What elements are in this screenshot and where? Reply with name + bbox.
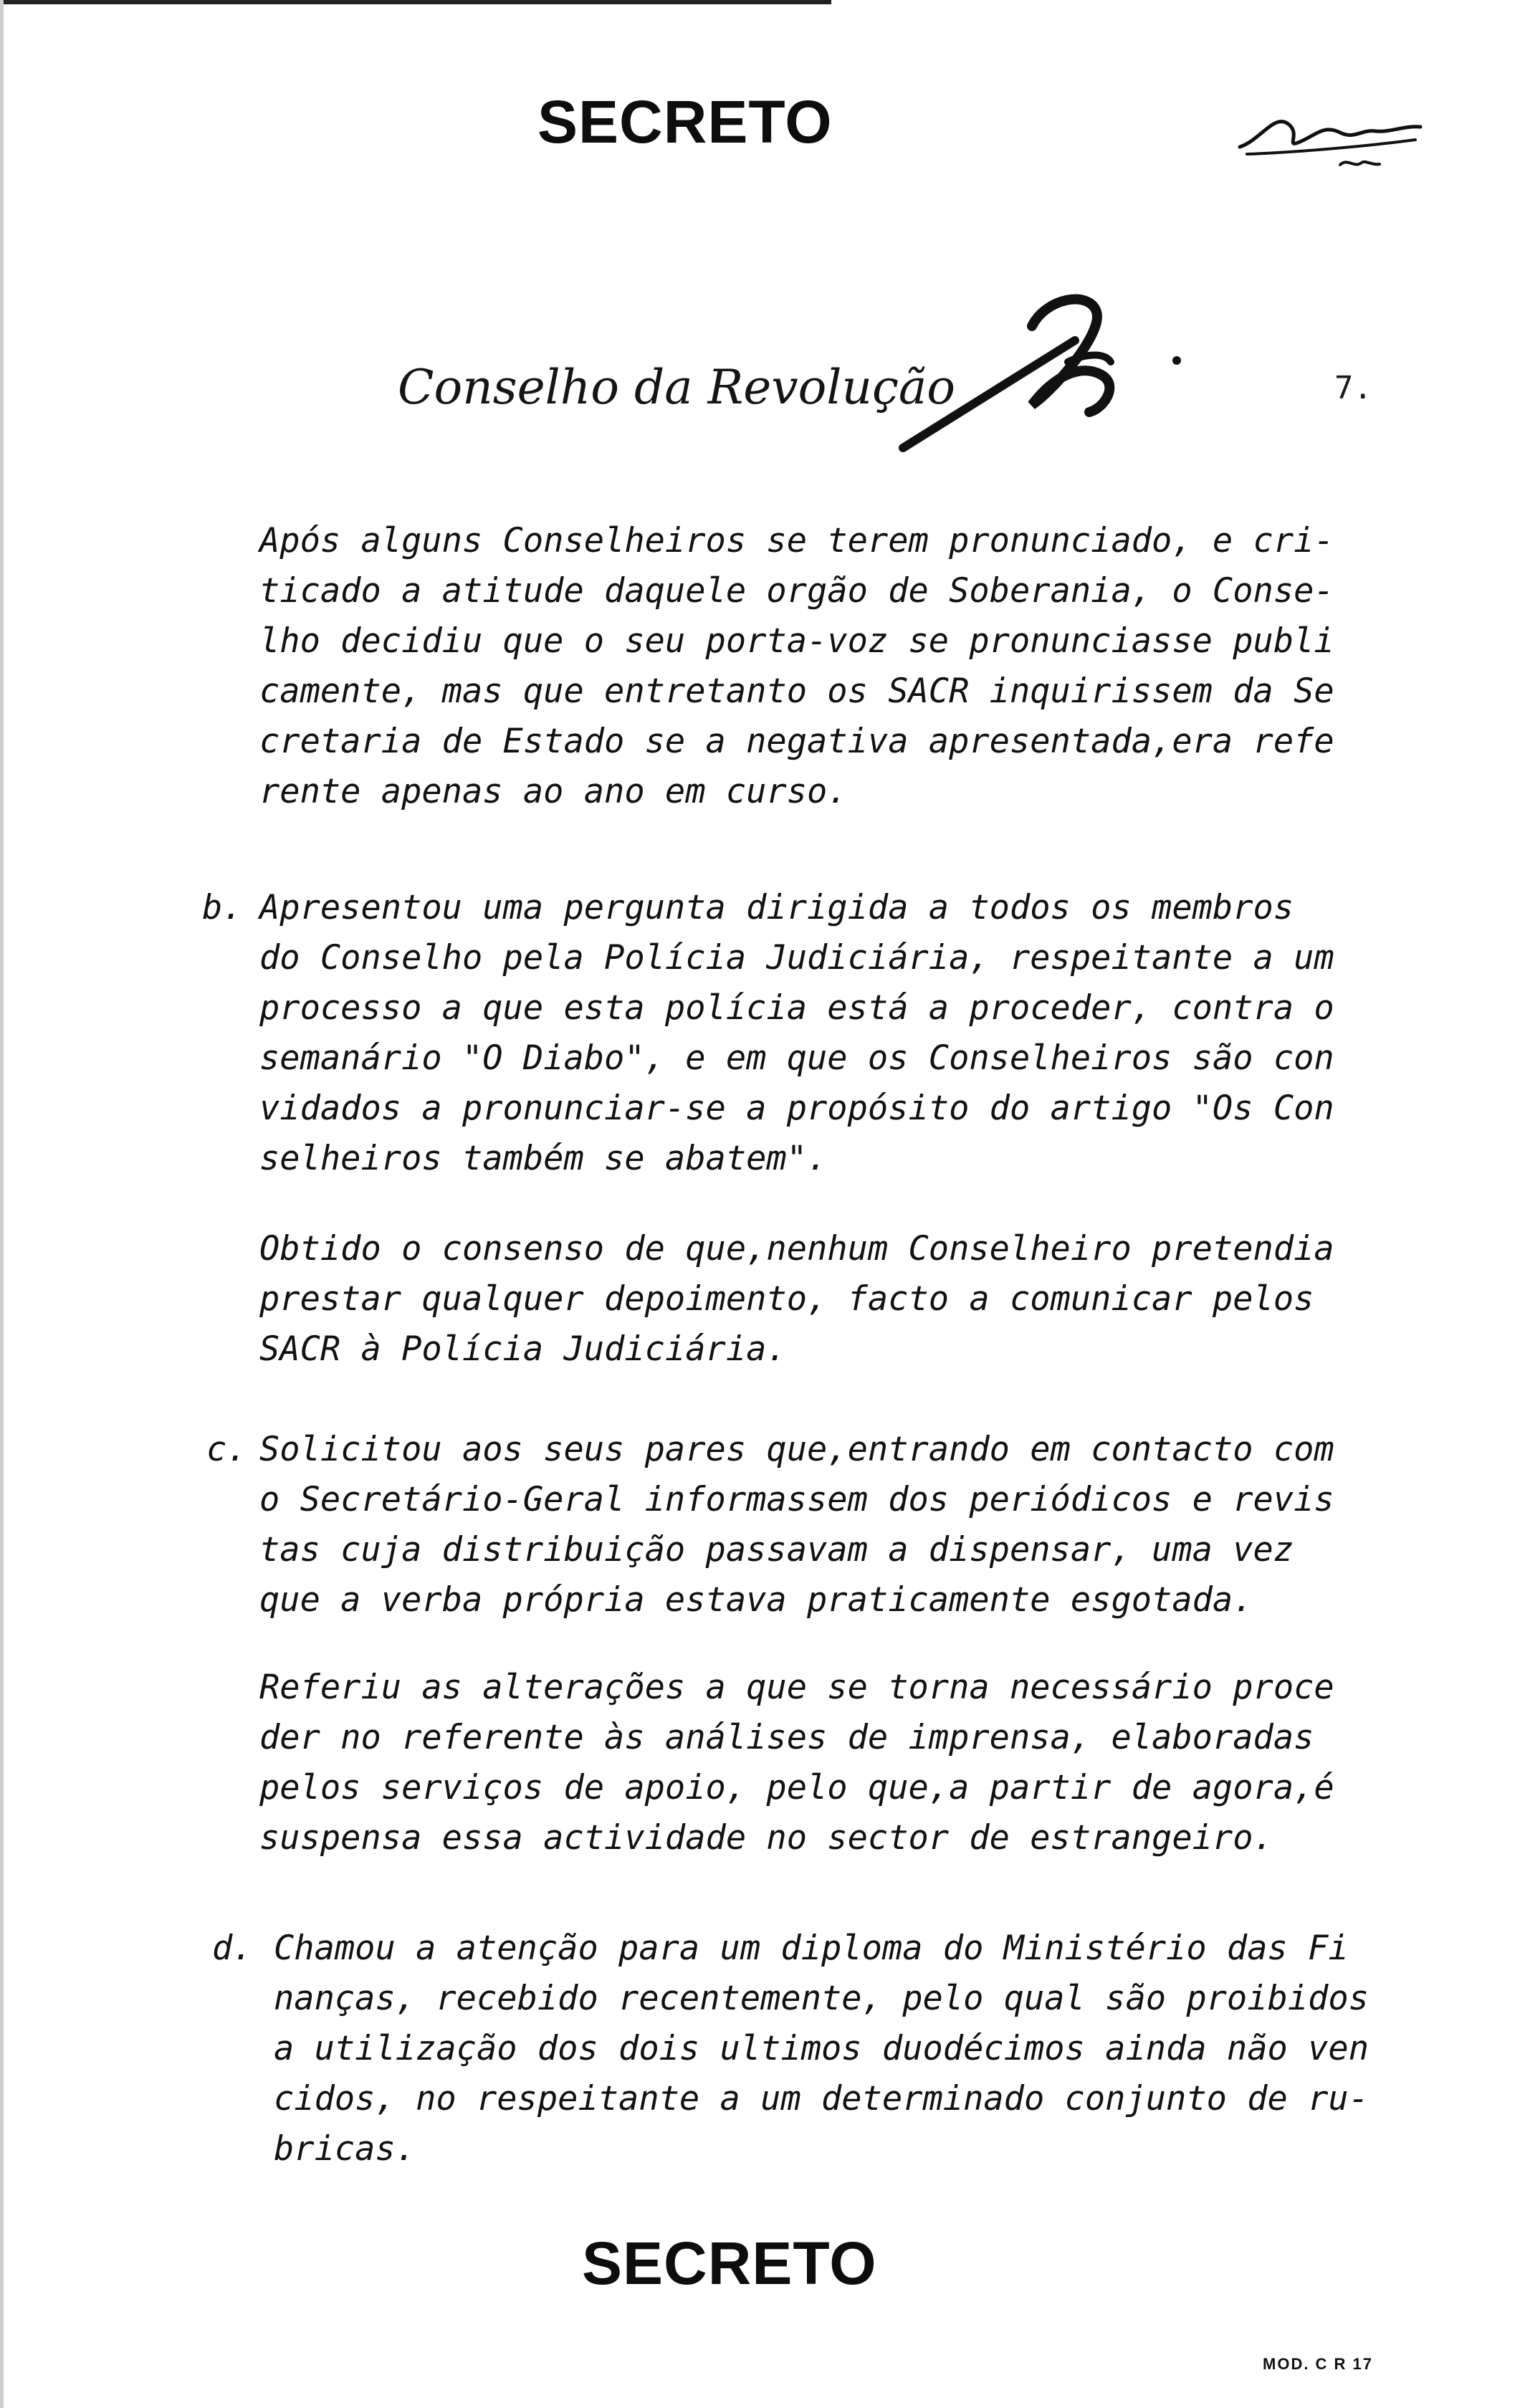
paragraph-line: Referiu as alterações a que se torna necessário proce [259, 1668, 1334, 1707]
letterhead-council-name: Conselho da Revolução [398, 360, 956, 415]
form-reference-code: MOD. C R 17 [1263, 2355, 1374, 2373]
paragraph-d [274, 1924, 1369, 2174]
paragraph-line: camente, mas que entretanto os SACR inquirissem da Se [259, 672, 1334, 711]
paragraph-line: rente apenas ao ano em curso. [259, 772, 848, 811]
paragraph-c [259, 1425, 1334, 1625]
paragraph-line: suspensa essa actividade no sector de estrangeiro. [259, 1818, 1273, 1858]
handwritten-signature-top [1233, 97, 1426, 183]
paragraph-line: bricas. [274, 2129, 416, 2169]
item-marker-c: c. [206, 1430, 247, 1469]
paragraph-line: a utilização dos dois ultimos duodécimos ainda não ven [274, 2029, 1369, 2068]
paragraph-line: SACR à Polícia Judiciária. [259, 1329, 787, 1369]
handwritten-initials [889, 283, 1204, 469]
paragraph-line: der no referente às análises de imprensa, elaboradas [259, 1718, 1314, 1757]
paragraph-line: lho decidiu que o seu porta-voz se pronunciasse publi [259, 621, 1334, 661]
paragraph-line: prestar qualquer depoimento, facto a comunicar pelos [259, 1279, 1314, 1319]
scan-edge-top [0, 0, 831, 4]
paragraph-line: semanário "O Diabo", e em que os Conselheiros são con [259, 1038, 1334, 1078]
paragraph-line: vidados a pronunciar-se a propósito do artigo "Os Con [259, 1089, 1334, 1128]
paragraph-line: pelos serviços de apoio, pelo que,a partir de agora,é [259, 1768, 1334, 1807]
paragraph-line: cretaria de Estado se a negativa apresentada,era refe [259, 722, 1334, 761]
paragraph-line: Obtido o consenso de que,nenhum Conselheiro pretendia [259, 1229, 1334, 1268]
paragraph-line: cidos, no respeitante a um determinado conjunto de ru- [274, 2079, 1369, 2118]
item-marker-d: d. [212, 1929, 253, 1968]
paragraph-line: Chamou a atenção para um diploma do Ministério das Fi [274, 1929, 1349, 1968]
classification-stamp-top: SECRETO [537, 88, 833, 156]
paragraph-line: o Secretário-Geral informassem dos periódicos e revis [259, 1480, 1334, 1519]
paragraph-line: que a verba própria estava praticamente esgotada. [259, 1580, 1253, 1620]
paragraph-line: processo a que esta polícia está a proceder, contra o [259, 988, 1334, 1028]
paragraph-intro [259, 516, 1334, 817]
paragraph-line: Após alguns Conselheiros se terem pronunciado, e cri- [259, 521, 1334, 560]
paragraph-b [259, 883, 1334, 1184]
paragraph-c-followup [259, 1663, 1334, 1863]
paragraph-line: do Conselho pela Polícia Judiciária, respeitante a um [259, 938, 1334, 978]
paragraph-line: tas cuja distribuição passavam a dispensar, uma vez [259, 1530, 1294, 1570]
paragraph-line: selheiros também se abatem". [259, 1139, 828, 1178]
paragraph-line: ticado a atitude daquele orgão de Soberania, o Conse- [259, 571, 1334, 611]
paragraph-line: Solicitou aos seus pares que,entrando em contacto com [259, 1430, 1334, 1469]
paragraph-line: nanças, recebido recentemente, pelo qual são proibidos [274, 1979, 1369, 2018]
item-marker-b: b. [202, 888, 243, 927]
page-number: 7. [1334, 370, 1372, 406]
paragraph-b-followup [259, 1224, 1334, 1375]
paragraph-line: Apresentou uma pergunta dirigida a todos os membros [259, 888, 1294, 927]
classification-stamp-bottom: SECRETO [582, 2230, 877, 2297]
scan-edge-left [0, 0, 4, 2408]
